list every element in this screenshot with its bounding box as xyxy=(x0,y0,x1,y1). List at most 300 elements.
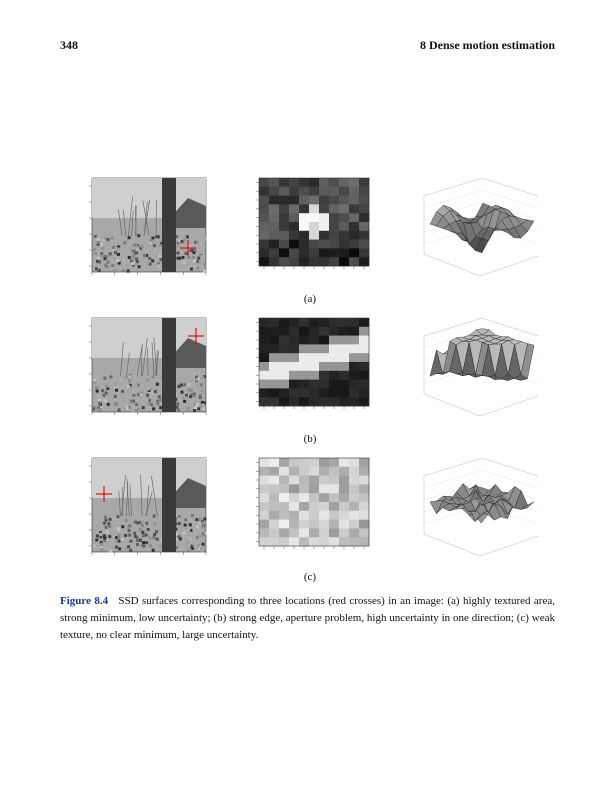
heatmap-cell xyxy=(329,467,339,476)
foliage-speck xyxy=(132,394,135,397)
heatmap-cell xyxy=(299,502,309,511)
heatmap-cell xyxy=(259,511,269,520)
heatmap-cell xyxy=(359,511,369,520)
heatmap-cell xyxy=(349,353,359,362)
heatmap-cell xyxy=(309,371,319,380)
foliage-speck xyxy=(133,397,136,400)
heatmap-cell xyxy=(349,213,359,222)
heatmap-cell xyxy=(349,222,359,231)
heatmap-cell xyxy=(339,344,349,353)
heatmap-cell xyxy=(299,467,309,476)
heatmap-cell xyxy=(289,493,299,502)
heatmap-cell xyxy=(309,476,319,485)
foliage-speck xyxy=(109,252,112,255)
heatmap-cell xyxy=(289,336,299,345)
heatmap-cell xyxy=(259,204,269,213)
heatmap-cell xyxy=(349,502,359,511)
foliage-speck xyxy=(151,376,154,379)
foliage-speck xyxy=(177,409,180,412)
foliage-speck xyxy=(198,518,201,521)
heatmap-cell xyxy=(349,187,359,196)
foliage-speck xyxy=(200,255,203,258)
heatmap-cell xyxy=(269,502,279,511)
heatmap-cell xyxy=(329,178,339,187)
foliage-speck xyxy=(142,406,145,409)
foliage-speck xyxy=(183,400,186,403)
foliage-speck xyxy=(117,536,120,539)
heatmap-cell xyxy=(359,380,369,389)
heatmap-cell xyxy=(299,353,309,362)
foliage-speck xyxy=(180,240,183,243)
foliage-speck xyxy=(97,256,100,259)
heatmap-cell xyxy=(309,458,319,467)
foliage-speck xyxy=(100,538,103,541)
foliage-speck xyxy=(101,255,104,258)
foliage-speck xyxy=(138,265,141,268)
foliage-speck xyxy=(128,256,131,259)
heatmap-cell xyxy=(349,397,359,406)
foliage-speck xyxy=(139,539,142,542)
heatmap-cell xyxy=(269,213,279,222)
heatmap-cell xyxy=(349,380,359,389)
heatmap-cell xyxy=(349,318,359,327)
foliage-speck xyxy=(196,241,199,244)
heatmap-cell xyxy=(269,222,279,231)
foliage-speck xyxy=(130,244,133,247)
foliage-speck xyxy=(159,399,162,402)
foliage-speck xyxy=(96,534,99,537)
heatmap-cell xyxy=(299,484,309,493)
foliage-speck xyxy=(125,376,128,379)
heatmap-cell xyxy=(259,362,269,371)
foliage-speck xyxy=(136,543,139,546)
heatmap-cell xyxy=(349,511,359,520)
foliage-speck xyxy=(142,541,145,544)
foliage-speck xyxy=(122,269,125,272)
heatmap-cell xyxy=(299,240,309,249)
foliage-speck xyxy=(178,515,181,518)
heatmap-cell xyxy=(339,178,349,187)
foliage-speck xyxy=(116,380,119,383)
heatmap-cell xyxy=(269,353,279,362)
heatmap-cell xyxy=(359,502,369,511)
heatmap-cell xyxy=(319,537,329,546)
heatmap-cell xyxy=(329,537,339,546)
foliage-speck xyxy=(192,529,195,532)
heatmap-cell xyxy=(259,353,269,362)
foliage-speck xyxy=(108,535,111,538)
heatmap-cell xyxy=(289,388,299,397)
heatmap-cell xyxy=(279,371,289,380)
foliage-speck xyxy=(116,259,119,262)
foliage-speck xyxy=(92,407,95,410)
foliage-speck xyxy=(141,524,144,527)
foliage-speck xyxy=(192,394,195,397)
heatmap-cell xyxy=(299,511,309,520)
heatmap-cell xyxy=(269,520,279,529)
heatmap-cell xyxy=(279,257,289,266)
foliage-speck xyxy=(128,375,131,378)
heatmap-cell xyxy=(269,458,279,467)
foliage-speck xyxy=(199,396,202,399)
foliage-speck xyxy=(187,256,190,259)
heatmap-cell xyxy=(339,476,349,485)
heatmap-cell xyxy=(259,178,269,187)
heatmap-cell xyxy=(359,371,369,380)
heatmap-cell xyxy=(279,502,289,511)
heatmap-cell xyxy=(349,178,359,187)
heatmap-cell xyxy=(329,484,339,493)
heatmap-cell xyxy=(319,248,329,257)
foliage-speck xyxy=(121,390,124,393)
foliage-speck xyxy=(111,237,114,240)
foliage-speck xyxy=(118,262,121,265)
figure-row-c xyxy=(88,456,528,566)
heatmap-cell xyxy=(289,467,299,476)
foliage-speck xyxy=(120,394,123,397)
foliage-speck xyxy=(111,264,114,267)
heatmap-cell xyxy=(359,318,369,327)
heatmap-cell xyxy=(309,240,319,249)
heatmap-cell xyxy=(319,520,329,529)
heatmap-cell xyxy=(329,458,339,467)
foliage-speck xyxy=(137,393,140,396)
heatmap-cell xyxy=(289,353,299,362)
heatmap-cell xyxy=(279,397,289,406)
foliage-speck xyxy=(196,403,199,406)
foliage-speck xyxy=(145,533,148,536)
heatmap-cell xyxy=(259,537,269,546)
foliage-speck xyxy=(178,522,181,525)
heatmap-cell xyxy=(259,336,269,345)
heatmap-cell xyxy=(279,178,289,187)
foliage-speck xyxy=(183,236,186,239)
foliage-speck xyxy=(132,254,135,257)
foliage-speck xyxy=(94,384,97,387)
heatmap-cell xyxy=(359,397,369,406)
heatmap-cell xyxy=(269,318,279,327)
foliage-speck xyxy=(136,248,139,251)
heatmap-cell xyxy=(339,528,349,537)
foliage-speck xyxy=(103,536,106,539)
heatmap-cell xyxy=(359,257,369,266)
foliage-speck xyxy=(98,260,101,263)
heatmap-cell xyxy=(259,484,269,493)
heatmap-cell xyxy=(309,196,319,205)
heatmap-cell xyxy=(329,336,339,345)
foliage-speck xyxy=(120,379,123,382)
heatmap-cell xyxy=(299,371,309,380)
foliage-speck xyxy=(133,243,136,246)
heatmap-cell xyxy=(359,248,369,257)
heatmap-cell xyxy=(259,318,269,327)
heatmap-cell xyxy=(309,380,319,389)
foliage-speck xyxy=(135,403,138,406)
foliage-speck xyxy=(192,256,195,259)
heatmap-cell xyxy=(329,353,339,362)
foliage-speck xyxy=(96,390,99,393)
foliage-speck xyxy=(202,408,205,411)
foliage-speck xyxy=(182,397,185,400)
heatmap-cell xyxy=(299,336,309,345)
foliage-speck xyxy=(196,260,199,263)
foliage-speck xyxy=(137,234,140,237)
foliage-speck xyxy=(184,524,187,527)
foliage-speck xyxy=(117,527,120,530)
heatmap-cell xyxy=(259,528,269,537)
foliage-speck xyxy=(190,249,193,252)
heatmap-cell xyxy=(319,178,329,187)
heatmap-cell xyxy=(259,240,269,249)
heatmap-cell xyxy=(319,344,329,353)
heatmap-cell xyxy=(319,467,329,476)
heatmap-cell xyxy=(329,318,339,327)
foliage-speck xyxy=(156,400,159,403)
foliage-speck xyxy=(157,403,160,406)
foliage-speck xyxy=(128,524,131,527)
heatmap-cell xyxy=(349,344,359,353)
heatmap-cell xyxy=(299,458,309,467)
foliage-speck xyxy=(201,526,204,529)
heatmap-cell xyxy=(289,537,299,546)
heatmap-cell xyxy=(319,222,329,231)
heatmap-cell xyxy=(319,240,329,249)
heatmap-cell xyxy=(309,204,319,213)
foliage-speck xyxy=(150,391,153,394)
heatmap-cell xyxy=(359,240,369,249)
foliage-speck xyxy=(193,409,196,412)
heatmap-cell xyxy=(349,257,359,266)
foliage-speck xyxy=(123,241,126,244)
foliage-speck xyxy=(182,256,185,259)
heatmap-cell xyxy=(349,231,359,240)
foliage-speck xyxy=(196,385,199,388)
heatmap-cell xyxy=(289,344,299,353)
foliage-speck xyxy=(189,395,192,398)
foliage-speck xyxy=(108,264,111,267)
foliage-speck xyxy=(203,263,206,266)
foliage-speck xyxy=(123,262,126,265)
foliage-speck xyxy=(183,261,186,264)
page-number: 348 xyxy=(60,38,78,52)
heatmap-cell xyxy=(339,231,349,240)
foliage-speck xyxy=(104,399,107,402)
heatmap-cell xyxy=(359,476,369,485)
heatmap-cell xyxy=(329,196,339,205)
heatmap-cell xyxy=(279,318,289,327)
heatmap-cell xyxy=(339,502,349,511)
foliage-speck xyxy=(99,533,102,536)
foliage-speck xyxy=(103,377,106,380)
heatmap-cell xyxy=(349,388,359,397)
heatmap-cell xyxy=(319,493,329,502)
tree-photo-a xyxy=(88,176,210,286)
heatmap-cell xyxy=(279,493,289,502)
heatmap-cell xyxy=(279,362,289,371)
heatmap-cell xyxy=(329,222,339,231)
foliage-speck xyxy=(153,522,156,525)
foliage-speck xyxy=(105,385,108,388)
heatmap-cell xyxy=(329,327,339,336)
heatmap-cell xyxy=(339,222,349,231)
foliage-speck xyxy=(182,532,185,535)
heatmap-cell xyxy=(279,222,289,231)
foliage-speck xyxy=(184,256,187,259)
foliage-speck xyxy=(101,389,104,392)
heatmap-cell xyxy=(269,204,279,213)
heatmap-cell xyxy=(259,257,269,266)
foliage-speck xyxy=(130,258,133,261)
heatmap-cell xyxy=(309,484,319,493)
heatmap-cell xyxy=(299,327,309,336)
heatmap-cell xyxy=(299,222,309,231)
heatmap-cell xyxy=(269,178,279,187)
figure-row-a xyxy=(88,176,528,286)
subfigure-label-a: (a) xyxy=(303,293,317,305)
heatmap-cell xyxy=(289,371,299,380)
foliage-speck xyxy=(202,543,205,546)
heatmap-cell xyxy=(289,187,299,196)
foliage-speck xyxy=(201,389,204,392)
heatmap-cell xyxy=(289,327,299,336)
heatmap-cell xyxy=(349,520,359,529)
heatmap-cell xyxy=(289,257,299,266)
foliage-speck xyxy=(128,534,131,537)
heatmap-cell xyxy=(359,327,369,336)
foliage-speck xyxy=(121,525,124,528)
heatmap-cell xyxy=(289,528,299,537)
foliage-speck xyxy=(95,538,98,541)
heatmap-cell xyxy=(269,257,279,266)
foliage-speck xyxy=(124,547,127,550)
heatmap-cell xyxy=(329,388,339,397)
foliage-speck xyxy=(199,262,202,265)
foliage-speck xyxy=(194,249,197,252)
foliage-speck xyxy=(129,242,132,245)
foliage-speck xyxy=(100,252,103,255)
foliage-speck xyxy=(94,235,97,238)
heatmap-cell xyxy=(299,520,309,529)
foliage-speck xyxy=(197,407,200,410)
heatmap-cell xyxy=(359,336,369,345)
foliage-speck xyxy=(103,250,106,253)
heatmap-cell xyxy=(279,476,289,485)
heatmap-cell xyxy=(359,467,369,476)
caption-text: SSD surfaces corresponding to three locations (red crosses) in an image: (a) highly textured area, strong minimum, low uncertainty; (b) strong edge, aperture problem, high uncertainty in one direction; (c) weak texture, no clear minimum, large uncertainty. xyxy=(60,595,555,641)
heatmap-cell xyxy=(279,204,289,213)
heatmap-cell xyxy=(319,327,329,336)
heatmap-cell xyxy=(269,362,279,371)
foliage-speck xyxy=(101,247,104,250)
heatmap-cell xyxy=(339,204,349,213)
heatmap-cell xyxy=(339,327,349,336)
heatmap-cell xyxy=(269,484,279,493)
foliage-speck xyxy=(198,521,201,524)
ssd-surface-b xyxy=(410,316,544,426)
heatmap-cell xyxy=(299,231,309,240)
foliage-speck xyxy=(146,379,149,382)
heatmap-cell xyxy=(319,380,329,389)
heatmap-cell xyxy=(299,528,309,537)
foliage-speck xyxy=(125,407,128,410)
foliage-speck xyxy=(146,548,149,551)
foliage-speck xyxy=(93,262,96,265)
heatmap-cell xyxy=(289,213,299,222)
heatmap-cell xyxy=(349,458,359,467)
heatmap-cell xyxy=(269,380,279,389)
foliage-speck xyxy=(104,519,107,522)
heatmap-cell xyxy=(329,248,339,257)
foliage-speck xyxy=(113,269,116,272)
heatmap-cell xyxy=(319,196,329,205)
heatmap-cell xyxy=(259,397,269,406)
figure-caption xyxy=(60,593,555,644)
heatmap-cell xyxy=(339,520,349,529)
heatmap-cell xyxy=(329,257,339,266)
foliage-speck xyxy=(193,260,196,263)
heatmap-cell xyxy=(329,520,339,529)
heatmap-cell xyxy=(289,458,299,467)
foliage-speck xyxy=(116,515,119,518)
heatmap-cell xyxy=(319,362,329,371)
heatmap-cell xyxy=(269,248,279,257)
foliage-speck xyxy=(114,383,117,386)
heatmap-cell xyxy=(299,388,309,397)
figure-row-b xyxy=(88,316,528,426)
heatmap-cell xyxy=(279,213,289,222)
foliage-speck xyxy=(190,545,193,548)
foliage-speck xyxy=(147,528,150,531)
heatmap-cell xyxy=(279,467,289,476)
heatmap-cell xyxy=(339,493,349,502)
heatmap-cell xyxy=(359,528,369,537)
foliage-speck xyxy=(97,238,100,241)
foliage-speck xyxy=(118,547,121,550)
foliage-speck xyxy=(94,252,97,255)
foliage-speck xyxy=(100,516,103,519)
heatmap-cell xyxy=(349,204,359,213)
ssd-heatmap-b xyxy=(253,316,373,414)
heatmap-cell xyxy=(349,240,359,249)
foliage-speck xyxy=(197,257,200,260)
heatmap-cell xyxy=(279,458,289,467)
foliage-speck xyxy=(103,529,106,532)
heatmap-cell xyxy=(329,213,339,222)
heatmap-cell xyxy=(359,187,369,196)
foliage-speck xyxy=(104,515,107,518)
heatmap-cell xyxy=(309,187,319,196)
foliage-speck xyxy=(115,389,118,392)
heatmap-cell xyxy=(349,248,359,257)
foliage-speck xyxy=(118,408,121,411)
foliage-speck xyxy=(122,258,125,261)
heatmap-cell xyxy=(359,537,369,546)
heatmap-cell xyxy=(259,458,269,467)
heatmap-cell xyxy=(259,520,269,529)
foliage-speck xyxy=(152,536,155,539)
heatmap-cell xyxy=(269,511,279,520)
heatmap-cell xyxy=(279,196,289,205)
heatmap-cell xyxy=(319,336,329,345)
heatmap-cell xyxy=(299,213,309,222)
ssd-heatmap-a xyxy=(253,176,373,274)
heatmap-cell xyxy=(299,196,309,205)
heatmap-cell xyxy=(339,388,349,397)
heatmap-cell xyxy=(319,476,329,485)
heatmap-cell xyxy=(269,388,279,397)
foliage-speck xyxy=(201,376,204,379)
tree-trunk xyxy=(162,458,176,552)
